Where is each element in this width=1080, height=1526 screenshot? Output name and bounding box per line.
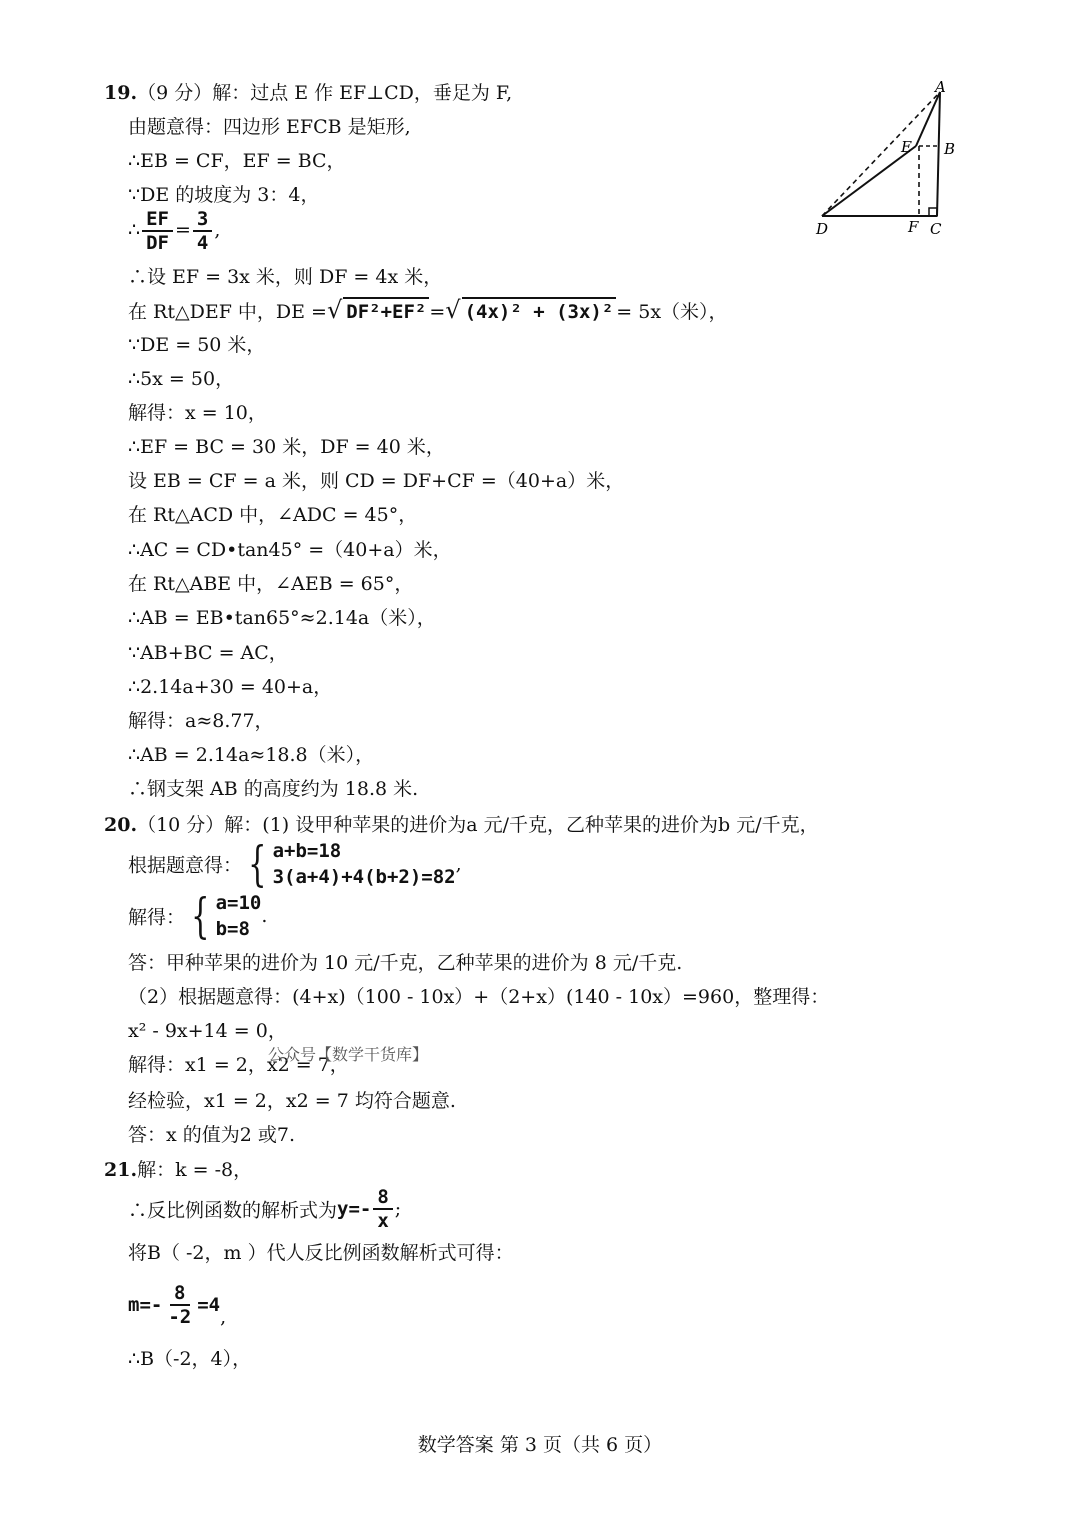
- sqrt-sign-icon: √: [326, 296, 343, 324]
- right-angle-icon: [929, 208, 937, 216]
- fraction-numerator: EF: [142, 208, 173, 232]
- system-label: 解得：: [128, 906, 186, 929]
- q21-line-3: 将B（ -2，m ）代人反比例函数解析式可得：: [128, 1242, 514, 1264]
- q21-line-4: [128, 1282, 226, 1328]
- function-label: ∴反比例函数的解析式为: [128, 1199, 338, 1222]
- fraction-ef-df: [142, 208, 173, 254]
- question-number: 21.: [104, 1159, 138, 1181]
- comma: ,: [214, 219, 221, 241]
- point-label-a: A: [935, 78, 946, 96]
- q19-line-9: ∴5x = 50，: [128, 368, 235, 390]
- q21-line-5: ∴B（-2，4），: [128, 1348, 252, 1370]
- fraction-8-neg2: [164, 1282, 195, 1328]
- de-result: = 5x（米），: [616, 301, 728, 323]
- fraction-denominator: x: [377, 1210, 389, 1232]
- q20-solution: 解得：x1 = 2，x2 = 7，: [128, 1054, 349, 1076]
- q19-line-15: 在 Rt△ABE 中，∠AEB = 65°，: [128, 573, 414, 595]
- q19-line-14: ∴AC = CD•tan45° =（40+a）米，: [128, 539, 452, 561]
- equation-system: [242, 838, 456, 890]
- system-label: 根据题意得：: [128, 854, 243, 877]
- q19-line-21: ∴钢支架 AB 的高度约为 18.8 米.: [128, 778, 419, 800]
- solution-system: [185, 890, 261, 942]
- q19-line-4: ∵DE 的坡度为 3：4，: [128, 184, 320, 206]
- system-rows: [216, 890, 262, 942]
- fraction-numerator: 8: [170, 1282, 189, 1306]
- brace-icon: {: [191, 888, 210, 944]
- de-expression: 在 Rt△DEF 中，DE =: [128, 301, 327, 323]
- fraction-numerator: 3: [193, 208, 212, 232]
- fraction-denominator: DF: [146, 232, 169, 254]
- fraction-8-x: [373, 1186, 392, 1232]
- function-lhs: y=-: [337, 1198, 372, 1220]
- q19-line-20: ∴AB = 2.14a≈18.8（米），: [128, 744, 375, 766]
- line-ea: [916, 92, 940, 146]
- q21-header-text: 解：k = -8，: [137, 1159, 253, 1181]
- q21-header: [104, 1157, 252, 1183]
- m-result: =4: [197, 1294, 221, 1316]
- brace-icon: {: [248, 836, 267, 892]
- comma: ,: [455, 853, 462, 875]
- point-label-c: C: [930, 220, 942, 238]
- q19-line-19: 解得：a≈8.77，: [128, 710, 274, 732]
- page-footer: 数学答案 第 3 页（共 6 页）: [417, 1434, 663, 1456]
- q19-header: [104, 80, 512, 106]
- q20-equation: x² - 9x+14 = 0，: [128, 1020, 287, 1042]
- fraction-3-4: [193, 208, 212, 254]
- q20-system-1: [128, 838, 462, 890]
- point-label-d: D: [816, 220, 829, 238]
- line-de: [822, 146, 916, 216]
- q19-header-text: （9 分）解：过点 E 作 EF⊥CD，垂足为 F,: [137, 82, 513, 104]
- fraction-denominator: 4: [196, 232, 209, 254]
- system-rows: [273, 838, 456, 890]
- q19-line-13: 在 Rt△ACD 中，∠ADC = 45°，: [128, 504, 418, 526]
- equals-sign: =: [174, 219, 191, 241]
- point-label-e: E: [901, 138, 912, 156]
- q20-answer-2: 答：x 的值为2 或7.: [128, 1124, 296, 1146]
- q20-system-2: [128, 890, 267, 942]
- fraction-denominator: -2: [168, 1306, 192, 1328]
- system-row: 3(a+4)+4(b+2)=82: [272, 866, 456, 888]
- point-label-f: F: [908, 218, 919, 236]
- q19-line-17: ∵AB+BC = AC，: [128, 642, 288, 664]
- q20-check: 经检验，x1 = 2，x2 = 7 均符合题意.: [128, 1090, 456, 1112]
- sqrt-content-2: (4x)² + (3x)²: [462, 297, 617, 325]
- system-row: a=10: [215, 892, 262, 914]
- line-ac: [937, 92, 940, 216]
- comma: ,: [220, 1306, 227, 1328]
- q19-line-10: 解得：x = 10，: [128, 402, 267, 424]
- system-row: b=8: [215, 918, 250, 940]
- q19-line-16: ∴AB = EB•tan65°≈2.14a（米），: [128, 607, 436, 629]
- watermark: 公众号【数学干货库】: [268, 1045, 429, 1064]
- q19-line-5: [128, 208, 220, 254]
- dashed-line-da: [822, 92, 940, 216]
- q19-line-3: ∴EB = CF，EF = BC，: [128, 150, 346, 172]
- therefore-symbol: ∴: [128, 219, 141, 241]
- sqrt-sign-icon: √: [445, 296, 461, 324]
- q20-answer-1: 答：甲种苹果的进价为 10 元/千克，乙种苹果的进价为 8 元/千克.: [128, 952, 683, 974]
- sqrt-content-1: DF²+EF²: [343, 297, 429, 325]
- question-number: 19.: [104, 82, 138, 104]
- q20-header-text: （10 分）解：(1) 设甲种苹果的进价为a 元/千克，乙种苹果的进价为b 元/千克，: [137, 814, 819, 836]
- q20-header: [104, 812, 819, 838]
- q19-line-2: 由题意得：四边形 EFCB 是矩形,: [128, 116, 411, 138]
- equals-sign: =: [429, 301, 446, 323]
- q21-line-2: [128, 1186, 401, 1232]
- fraction-numerator: 8: [373, 1186, 392, 1210]
- q19-line-12: 设 EB = CF = a 米，则 CD = DF+CF =（40+a）米，: [128, 470, 625, 492]
- q19-line-18: ∴2.14a+30 = 40+a，: [128, 676, 333, 698]
- m-lhs: m=-: [128, 1294, 163, 1316]
- semicolon: ;: [394, 1198, 402, 1220]
- question-number: 20.: [104, 814, 138, 836]
- q19-line-7: [128, 297, 728, 325]
- q19-line-11: ∴EF = BC = 30 米，DF = 40 米，: [128, 436, 445, 458]
- q19-line-6: ∴设 EF = 3x 米，则 DF = 4x 米，: [128, 266, 443, 288]
- system-row: a+b=18: [272, 840, 342, 862]
- q20-part-2: （2）根据题意得：(4+x)（100 - 10x）+（2+x）(140 - 10x）=960，整理得：: [128, 986, 830, 1008]
- geometry-figure: [800, 76, 970, 242]
- point-label-b: B: [944, 140, 956, 158]
- period: .: [261, 905, 268, 927]
- q19-line-8: ∵DE = 50 米，: [128, 334, 266, 356]
